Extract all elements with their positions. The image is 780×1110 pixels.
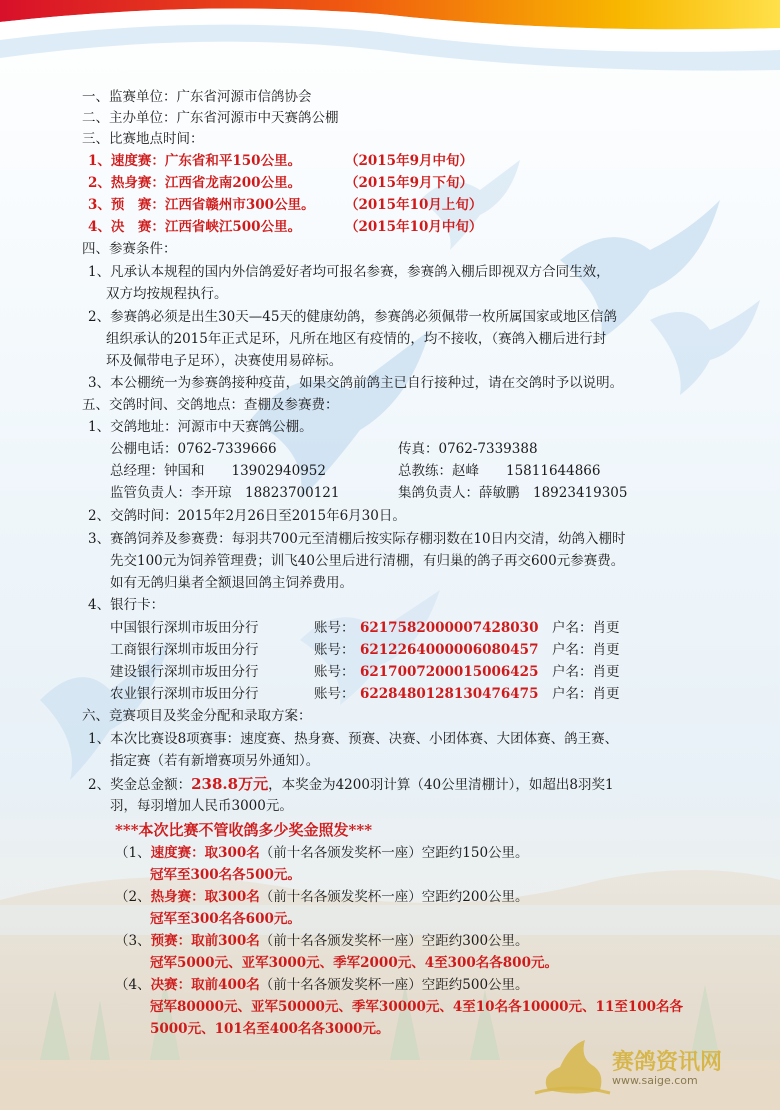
condition-1: 1、凡承认本规程的国内外信鸽爱好者均可报名参赛，参赛鸽入棚后即视双方合同生效， bbox=[88, 264, 610, 280]
bank-name: 农业银行深圳市坂田分行 bbox=[110, 686, 259, 702]
prize-total bbox=[88, 775, 614, 794]
prize-index: （1、 bbox=[115, 845, 151, 861]
prize-total-note: ，本奖金为4200羽计算（40公里清棚计），如超出8羽奖1 bbox=[268, 777, 614, 793]
contact-fax: 传真：0762-7339388 bbox=[398, 441, 538, 457]
bank-acct: 6228480128130476475 bbox=[360, 686, 539, 702]
events-list-cont: 指定赛（若有新增赛项另外通知）。 bbox=[110, 753, 320, 769]
prize-note: （前十名各颁发奖杯一座）空距约200公里。 bbox=[259, 889, 529, 905]
contact-coach: 总教练：赵峰 15811644866 bbox=[398, 463, 601, 479]
prize-note: （前十名各颁发奖杯一座）空距约500公里。 bbox=[259, 977, 529, 993]
section-organizer: 二、主办单位：广东省河源市中天赛鸽公棚 bbox=[82, 110, 339, 126]
prize-note: （前十名各颁发奖杯一座）空距约150公里。 bbox=[259, 845, 529, 861]
prize-prelim bbox=[115, 932, 529, 950]
race-warmup: 2、热身赛：江西省龙南200公里。 bbox=[88, 175, 302, 191]
section-supervisor: 一、监赛单位：广东省河源市信鸽协会 bbox=[82, 89, 312, 105]
section-venue-title: 三、比赛地点时间： bbox=[82, 131, 204, 147]
bank-acct: 6217582000007428030 bbox=[360, 620, 539, 636]
contact-gm: 总经理：钟国和 13902940952 bbox=[110, 463, 326, 479]
contact-phone: 公棚电话：0762-7339666 bbox=[110, 441, 277, 457]
bank-acct-label: 账号： bbox=[314, 620, 355, 636]
prize-speed bbox=[115, 844, 529, 862]
race-speed: 1、速度赛：广东省和平150公里。 bbox=[88, 153, 302, 169]
prize-notice: ***本次比赛不管收鸽多少奖金照发*** bbox=[115, 821, 373, 839]
race-final-date: （2015年10月中旬） bbox=[345, 219, 483, 235]
race-speed-date: （2015年9月中旬） bbox=[345, 153, 473, 169]
prize-total-amount: 238.8万元 bbox=[191, 775, 269, 793]
watermark-url: www.saige.com bbox=[612, 1074, 698, 1087]
watermark-name: 赛鸽资讯网 bbox=[612, 1050, 723, 1075]
condition-3: 3、本公棚统一为参赛鸽接种疫苗，如果交鸽前鸽主已自行接种过，请在交鸽时予以说明。 bbox=[88, 375, 624, 391]
bank-holder: 户名：肖更 bbox=[552, 664, 620, 680]
delivery-time: 2、交鸽时间：2015年2月26日至2015年6月30日。 bbox=[88, 508, 406, 524]
delivery-address: 1、交鸽地址：河源市中天赛鸽公棚。 bbox=[88, 419, 313, 435]
events-list: 1、本次比赛设8项赛事：速度赛、热身赛、预赛、决赛、小团体赛、大团体赛、鸽王赛、 bbox=[88, 731, 619, 747]
prize-race: 决赛：取前400名 bbox=[150, 977, 260, 993]
prize-final bbox=[115, 976, 529, 994]
prize-warmup bbox=[115, 888, 529, 906]
race-prelim-date: （2015年10月上旬） bbox=[345, 197, 483, 213]
bank-holder: 户名：肖更 bbox=[552, 620, 620, 636]
bank-title: 4、银行卡： bbox=[88, 597, 165, 613]
fee-info: 3、赛鸽饲养及参赛费：每羽共700元至清棚后按实际存棚羽数在10日内交清，幼鸽入棚时 bbox=[88, 531, 626, 547]
prize-total-label: 2、奖金总金额： bbox=[88, 777, 192, 793]
prize-race: 速度赛：取300名 bbox=[150, 845, 260, 861]
bank-holder: 户名：肖更 bbox=[552, 642, 620, 658]
bank-holder: 户名：肖更 bbox=[552, 686, 620, 702]
prize-note: （前十名各颁发奖杯一座）空距约300公里。 bbox=[259, 933, 529, 949]
bank-name: 建设银行深圳市坂田分行 bbox=[110, 664, 259, 680]
prize-final-detail: 冠军80000元、亚军50000元、季军30000元、4至10名各10000元、11至100名各 bbox=[150, 999, 684, 1015]
fee-info-cont: 先交100元为饲养管理费；训飞40公里后进行清棚，有归巢的鸽子再交600元参赛费。 bbox=[110, 553, 625, 569]
prize-final-detail-cont: 5000元、101名至400名各3000元。 bbox=[150, 1021, 390, 1037]
prize-total-cont: 羽，每羽增加人民币3000元。 bbox=[110, 798, 293, 814]
bank-acct-label: 账号： bbox=[314, 664, 355, 680]
race-final: 4、决 赛：江西省峡江500公里。 bbox=[88, 219, 302, 235]
condition-2-cont2: 环及佩带电子足环），决赛使用易碎标。 bbox=[106, 353, 343, 369]
fee-info-cont2: 如有无鸽归巢者全额退回鸽主饲养费用。 bbox=[110, 575, 353, 591]
prize-index: （3、 bbox=[115, 933, 151, 949]
section-delivery-title: 五、交鸽时间、交鸽地点：查棚及参赛费： bbox=[82, 397, 339, 413]
bank-acct: 6217007200015006425 bbox=[360, 664, 539, 680]
prize-speed-detail: 冠军至300名各500元。 bbox=[150, 867, 301, 883]
bank-acct-label: 账号： bbox=[314, 642, 355, 658]
prize-prelim-detail: 冠军5000元、亚军3000元、季军2000元、4至300名各800元。 bbox=[150, 955, 558, 971]
contact-collector: 集鸽负责人：薛敏鹏 18923419305 bbox=[398, 485, 628, 501]
race-prelim: 3、预 赛：江西省赣州市300公里。 bbox=[88, 197, 315, 213]
bank-acct: 6212264000006080457 bbox=[360, 642, 539, 658]
condition-2-cont: 组织承认的2015年正式足环，凡所在地区有疫情的，均不接收，（赛鸽入棚后进行封 bbox=[106, 331, 607, 347]
prize-warmup-detail: 冠军至300名各600元。 bbox=[150, 911, 301, 927]
prize-race: 热身赛：取300名 bbox=[150, 889, 260, 905]
section-prizes-title: 六、竞赛项目及奖金分配和录取方案： bbox=[82, 708, 312, 724]
condition-1-cont: 双方均按规程执行。 bbox=[106, 286, 228, 302]
section-conditions-title: 四、参赛条件： bbox=[82, 241, 177, 257]
bank-acct-label: 账号： bbox=[314, 686, 355, 702]
bank-name: 中国银行深圳市坂田分行 bbox=[110, 620, 259, 636]
race-warmup-date: （2015年9月下旬） bbox=[345, 175, 473, 191]
prize-race: 预赛：取前300名 bbox=[150, 933, 260, 949]
prize-index: （2、 bbox=[115, 889, 151, 905]
contact-supervisor: 监管负责人：李开琼 18823700121 bbox=[110, 485, 340, 501]
condition-2: 2、参赛鸽必须是出生30天—45天的健康幼鸽，参赛鸽必须佩带一枚所属国家或地区信鸽 bbox=[88, 309, 617, 325]
bank-name: 工商银行深圳市坂田分行 bbox=[110, 642, 259, 658]
prize-index: （4、 bbox=[115, 977, 151, 993]
